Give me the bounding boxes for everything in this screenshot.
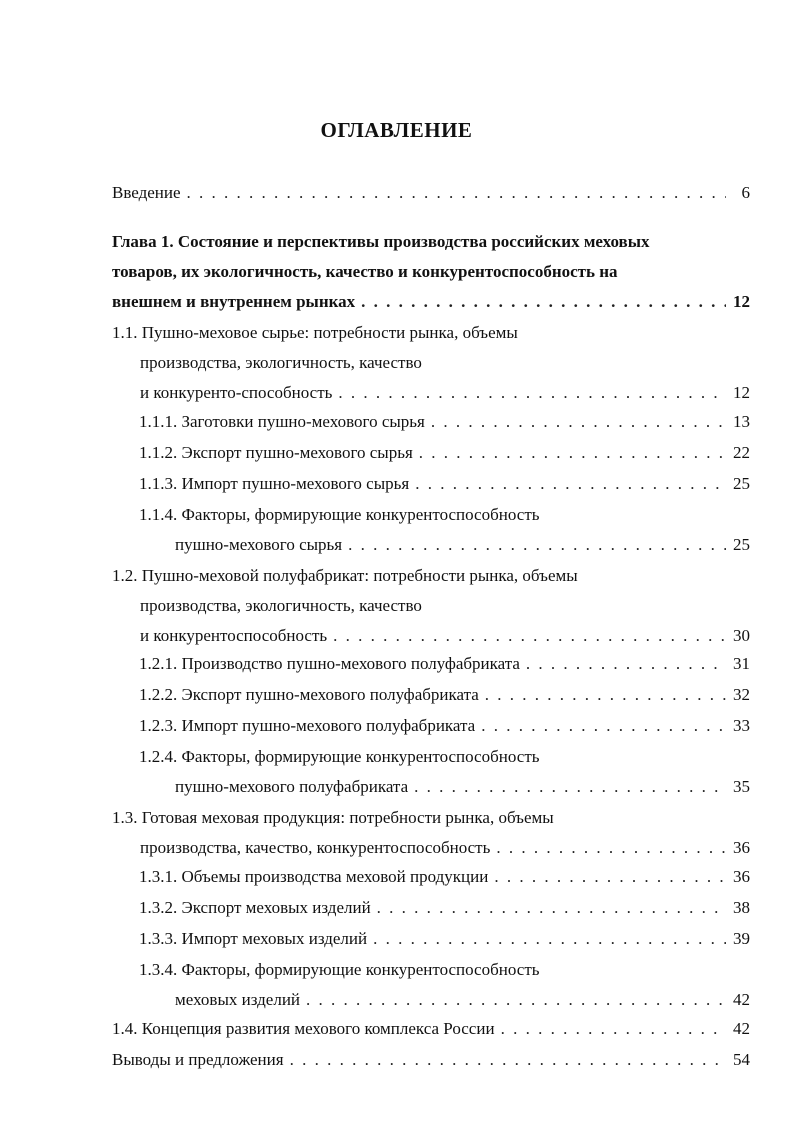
toc-page-number: 13 — [733, 412, 750, 431]
toc-page-number: 35 — [733, 777, 750, 796]
toc-page-number: 32 — [733, 685, 750, 704]
toc-entry-title: Выводы и предложения — [112, 1050, 284, 1069]
toc-page-number: 12 — [733, 383, 750, 402]
toc-entry-1-2-3[interactable] — [139, 711, 750, 741]
dot-leader — [414, 772, 726, 802]
toc-page-number: 33 — [733, 716, 750, 735]
toc-entry-title: пушно-мехового полуфабриката — [175, 777, 409, 796]
dot-leader — [496, 833, 726, 863]
dot-leader — [333, 621, 726, 651]
dot-leader — [501, 1014, 726, 1044]
toc-entry-1-3-4[interactable] — [139, 955, 750, 1015]
toc-page-number: 36 — [733, 838, 750, 857]
dot-leader — [419, 438, 726, 468]
toc-entry-title: производства, экологичность, качество — [140, 596, 422, 615]
toc-entry-title: 1.4. Концепция развития мехового комплекса России — [112, 1019, 495, 1038]
dot-leader — [526, 649, 726, 679]
toc-entry-1-3-1[interactable] — [139, 862, 750, 892]
toc-entry-title: 1.3.3. Импорт меховых изделий — [139, 929, 368, 948]
dot-leader — [415, 469, 726, 499]
toc-entry-1-3[interactable] — [112, 803, 750, 863]
toc-page-number: 31 — [733, 654, 750, 673]
toc-entry-title: 1.2.2. Экспорт пушно-мехового полуфабриката — [139, 685, 479, 704]
dot-leader — [187, 178, 726, 208]
dot-leader — [290, 1045, 726, 1075]
dot-leader — [485, 680, 726, 710]
page-title: ОГЛАВЛЕНИЕ — [320, 118, 473, 142]
dot-leader — [306, 985, 726, 1015]
toc-entry-title: меховых изделий — [175, 990, 301, 1009]
toc-entry-1-2-1[interactable] — [139, 649, 750, 679]
dot-leader — [361, 287, 726, 317]
toc-entry-1-4[interactable] — [112, 1014, 750, 1044]
toc-entry-1-1-3[interactable] — [139, 469, 750, 499]
dot-leader — [373, 924, 726, 954]
toc-entry-title: 1.3.4. Факторы, формирующие конкурентоспособность — [139, 960, 540, 979]
toc-page-number: 39 — [733, 929, 750, 948]
toc-entry-title: 1.2. Пушно-меховой полуфабрикат: потребности рынка, объемы — [112, 566, 578, 585]
toc-entry-title: производства, качество, конкурентоспособность — [140, 838, 491, 857]
toc-entry-title: 1.3. Готовая меховая продукция: потребности рынка, объемы — [112, 808, 554, 827]
toc-entry-chapter-1[interactable] — [112, 227, 750, 317]
toc-entry-title: 1.1.2. Экспорт пушно-мехового сырья — [139, 443, 413, 462]
toc-entry-1-2-2[interactable] — [139, 680, 750, 710]
toc-entry-1-3-3[interactable] — [139, 924, 750, 954]
toc-page-number: 25 — [733, 474, 750, 493]
toc-entry-title: и конкурентоспособность — [140, 626, 328, 645]
toc-entry-title: внешнем и внутреннем рынках — [112, 292, 356, 311]
toc-entry-title: 1.2.3. Импорт пушно-мехового полуфабриката — [139, 716, 476, 735]
dot-leader — [431, 407, 726, 437]
toc-entry-title: 1.2.1. Производство пушно-мехового полуфабриката — [139, 654, 520, 673]
toc-entry-title: товаров, их экологичность, качество и конкурентоспособность на — [112, 262, 618, 281]
toc-page-number: 30 — [733, 626, 750, 645]
toc-page-number: 54 — [733, 1050, 750, 1069]
toc-entry-1-1-1[interactable] — [139, 407, 750, 437]
toc-page-number: 42 — [733, 1019, 750, 1038]
toc-page-number: 38 — [733, 898, 750, 917]
dot-leader — [481, 711, 726, 741]
toc-page-number: 36 — [733, 867, 750, 886]
toc-page-number: 12 — [733, 292, 750, 311]
toc-entry-title: пушно-мехового сырья — [175, 535, 343, 554]
toc-entry-1-3-2[interactable] — [139, 893, 750, 923]
dot-leader — [338, 378, 726, 408]
toc-entry-1-2[interactable] — [112, 561, 750, 651]
toc-entry-title: 1.1.1. Заготовки пушно-мехового сырья — [139, 412, 425, 431]
toc-entry-1-2-4[interactable] — [139, 742, 750, 802]
toc-page-number: 42 — [733, 990, 750, 1009]
toc-page-number: 22 — [733, 443, 750, 462]
toc-entry-1-1-2[interactable] — [139, 438, 750, 468]
toc-entry-title: 1.3.1. Объемы производства меховой продукции — [139, 867, 489, 886]
toc-entry-1-1[interactable] — [112, 318, 750, 408]
toc-entry-title: 1.3.2. Экспорт меховых изделий — [139, 898, 371, 917]
toc-entry-title: 1.2.4. Факторы, формирующие конкурентоспособность — [139, 747, 540, 766]
toc-entry-title: 1.1. Пушно-меховое сырье: потребности рынка, объемы — [112, 323, 518, 342]
toc-entry-1-1-4[interactable] — [139, 500, 750, 560]
toc-entry-title: Глава 1. Состояние и перспективы производства российских меховых — [112, 232, 650, 251]
toc-entry-title: 1.1.4. Факторы, формирующие конкурентоспособность — [139, 505, 540, 524]
toc-entry-conclusions[interactable] — [112, 1045, 750, 1075]
toc-page-number: 25 — [733, 535, 750, 554]
toc-entry-title: 1.1.3. Импорт пушно-мехового сырья — [139, 474, 410, 493]
toc-entry-title: и конкуренто-способность — [140, 383, 333, 402]
toc-entry-title: производства, экологичность, качество — [140, 353, 422, 372]
dot-leader — [377, 893, 726, 923]
toc-entry-title: Введение — [112, 183, 181, 202]
dot-leader — [348, 530, 726, 560]
toc-entry-introduction[interactable] — [112, 178, 750, 208]
toc-page-number: 6 — [741, 183, 750, 202]
dot-leader — [494, 862, 726, 892]
